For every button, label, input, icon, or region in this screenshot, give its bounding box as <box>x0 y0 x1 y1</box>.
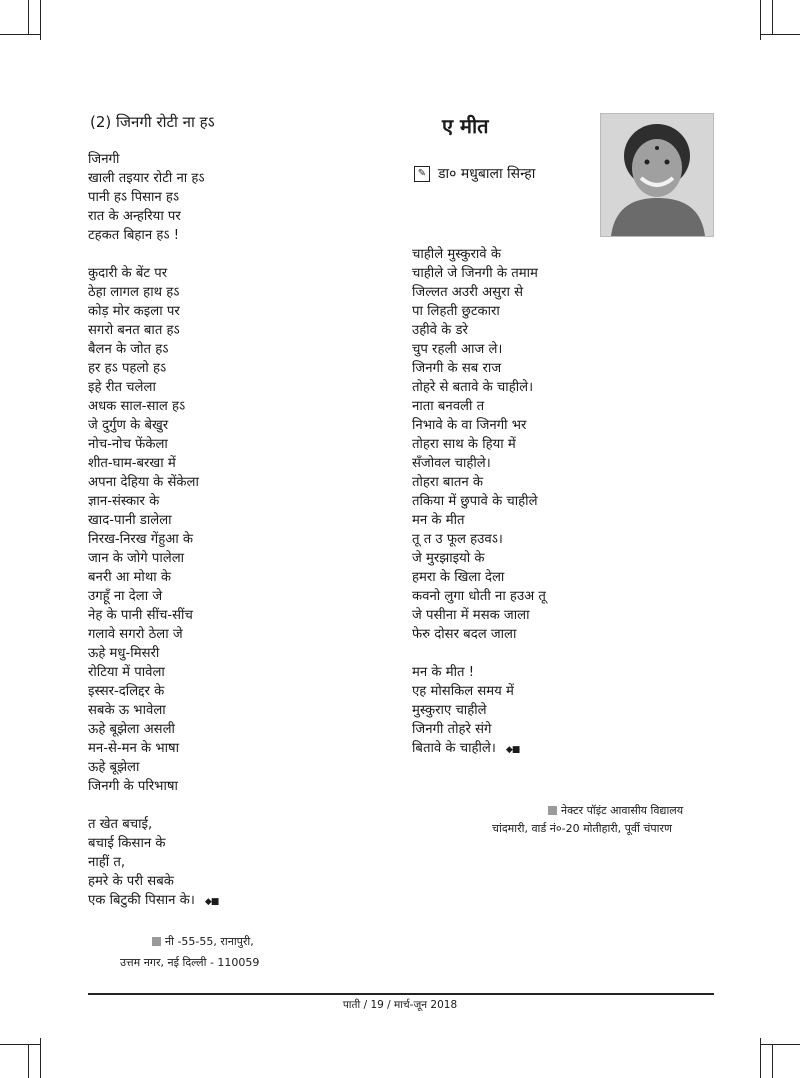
poem2-address-line1: नेक्टर पॉइंट आवासीय विद्यालय <box>548 800 683 821</box>
poem-line: नेह के पानी सींच-सींच <box>88 608 193 623</box>
poem-line: शीत-घाम-बरखा में <box>88 456 176 471</box>
poem-line: मन के मीत <box>412 513 465 528</box>
footer-rule <box>88 993 714 995</box>
crop-mark <box>28 0 29 34</box>
crop-mark <box>0 34 40 35</box>
poem-line: चाहीले मुस्कुरावे के <box>412 247 501 262</box>
crop-mark <box>772 0 773 34</box>
bullet-square-icon <box>152 937 161 946</box>
poem-line: सगरो बनत बात हऽ <box>88 323 180 338</box>
crop-mark <box>40 0 41 40</box>
crop-mark <box>0 1044 40 1045</box>
poem-line: तोहरा बातन के <box>412 475 484 490</box>
poem-line: मन-से-मन के भाषा <box>88 741 180 756</box>
poem-line: बनरी आ मोथा के <box>88 570 171 585</box>
pencil-icon: ✎ <box>414 166 430 182</box>
poem-line: जिनगी तोहरे संगे <box>412 722 492 737</box>
poem-line: जिनगी के सब राज <box>412 361 502 376</box>
poem-line: पा लिहती छुटकारा <box>412 304 500 319</box>
poem-line: ऊहे बूझेला <box>88 760 140 775</box>
crop-mark <box>772 1044 773 1078</box>
stanza <box>88 264 388 796</box>
stanza <box>412 245 632 644</box>
end-mark-icon: ◆■ <box>505 745 520 755</box>
author-byline <box>414 164 535 183</box>
author-portrait-image <box>601 114 713 236</box>
poem-line: इस्सर-दलिद्दर के <box>88 684 165 699</box>
poem-line: रोटिया में पावेला <box>88 665 165 680</box>
poem-line: तकिया में छुपावे के चाहीले <box>412 494 538 509</box>
poem-line: तोहरा साथ के हिया में <box>412 437 516 452</box>
poem-line: बैलन के जोत हऽ <box>88 342 169 357</box>
poem-line: एक बिटुकी पिसान के। ◆■ <box>88 893 219 908</box>
poem-line: बचाई किसान के <box>88 836 166 851</box>
poem-line: बितावे के चाहीले। ◆■ <box>412 741 520 756</box>
crop-mark <box>760 34 800 35</box>
poem2-address-line2: चांदमारी, वार्ड नं०-20 मोतीहारी, पूर्वी चंपारण <box>492 822 672 835</box>
poem-line: ठेहा लागल हाथ हऽ <box>88 285 180 300</box>
poem1-address-line1: नी -55-55, रानापुरी, <box>152 931 254 952</box>
poem-line: सबके ऊ भावेला <box>88 703 166 718</box>
poem-line: खाद-पानी डालेला <box>88 513 172 528</box>
stanza <box>412 663 632 760</box>
author-photo <box>600 113 714 237</box>
poem-line: नाहीं त, <box>88 855 126 870</box>
poem-line: ऊहे मधु-मिसरी <box>88 646 160 661</box>
poem-line: जे मुरझाइयो के <box>412 551 485 566</box>
end-mark-icon: ◆■ <box>204 897 219 907</box>
crop-mark <box>28 1044 29 1078</box>
poem-line: नाता बनवली त <box>412 399 485 414</box>
poem-line: अधक साल-साल हऽ <box>88 399 186 414</box>
author-name: डा० मधुबाला सिन्हा <box>438 166 536 182</box>
poem-line: उहीवे के डरे <box>412 323 468 338</box>
poem-line: इहे रीत चलेला <box>88 380 156 395</box>
poem-line: गलावे सगरो ठेला जे <box>88 627 183 642</box>
poem-line: निरख-निरख गेंहुआ के <box>88 532 194 547</box>
poem-line: जे पसीना में मसक जाला <box>412 608 530 623</box>
crop-mark <box>40 1038 41 1078</box>
poem-line: सँजोवल चाहीले। <box>412 456 491 471</box>
poem-line: चाहीले जे जिनगी के तमाम <box>412 266 538 281</box>
poem-line: हमरा के खिला देला <box>412 570 505 585</box>
poem-line: तोहरे से बतावे के चाहीले। <box>412 380 534 395</box>
poem-line: ज्ञान-संस्कार के <box>88 494 160 509</box>
stanza <box>88 815 388 912</box>
poem-line: जे दुर्गुण के बेखुर <box>88 418 169 433</box>
poem-line: तू त उ फूल हउवऽ। <box>412 532 503 547</box>
poem1-body <box>88 150 388 931</box>
poem-line: हमरे के परी सबके <box>88 874 174 889</box>
poem-line: जिल्लत अउरी असुरा से <box>412 285 524 300</box>
poem-line: मुस्कुराए चाहीले <box>412 703 487 718</box>
poem-line: त खेत बचाई, <box>88 817 153 832</box>
stanza <box>88 150 388 245</box>
poem-line: जान के जोगे पालेला <box>88 551 185 566</box>
poem-line: खाली तइयार रोटी ना हऽ <box>88 171 205 186</box>
poem2-body <box>412 245 632 779</box>
poem2-title: ए मीत <box>442 114 489 138</box>
poem-line: हर हऽ पहलो हऽ <box>88 361 167 376</box>
poem-line: कोड़ मोर कइला पर <box>88 304 180 319</box>
poem-line: कवनो लुगा धोती ना हउअ तू <box>412 589 546 604</box>
poem-line: पानी हऽ पिसान हऽ <box>88 190 180 205</box>
poem-line: जिनगी के परिभाषा <box>88 779 178 794</box>
poem-line: कुदारी के बेंट पर <box>88 266 168 281</box>
poem-line: चुप रहली आज ले। <box>412 342 503 357</box>
poem-line: फेरु दोसर बदल जाला <box>412 627 517 642</box>
page-footer: पाती / 19 / मार्च-जून 2018 <box>342 999 458 1011</box>
poem-line: रात के अन्हरिया पर <box>88 209 181 224</box>
poem1-title: (2) जिनगी रोटी ना हऽ <box>90 113 215 131</box>
poem1-address-line2: उत्तम नगर, नई दिल्ली - 110059 <box>120 956 260 969</box>
poem-line: एह मोसकिल समय में <box>412 684 514 699</box>
poem-line: टहकत बिहान हऽ ! <box>88 228 179 243</box>
poem-line: उगहूँ ना देला जे <box>88 589 163 604</box>
poem-line: नोच-नोच फेंकेला <box>88 437 168 452</box>
crop-mark <box>760 1044 800 1045</box>
poem-line: ऊहे बूझेला असली <box>88 722 175 737</box>
poem-line: जिनगी <box>88 152 120 167</box>
poem-line: निभावे के वा जिनगी भर <box>412 418 527 433</box>
bullet-square-icon <box>548 806 557 815</box>
poem-line: मन के मीत ! <box>412 665 475 680</box>
poem-line: अपना देहिया के सेंकेला <box>88 475 199 490</box>
